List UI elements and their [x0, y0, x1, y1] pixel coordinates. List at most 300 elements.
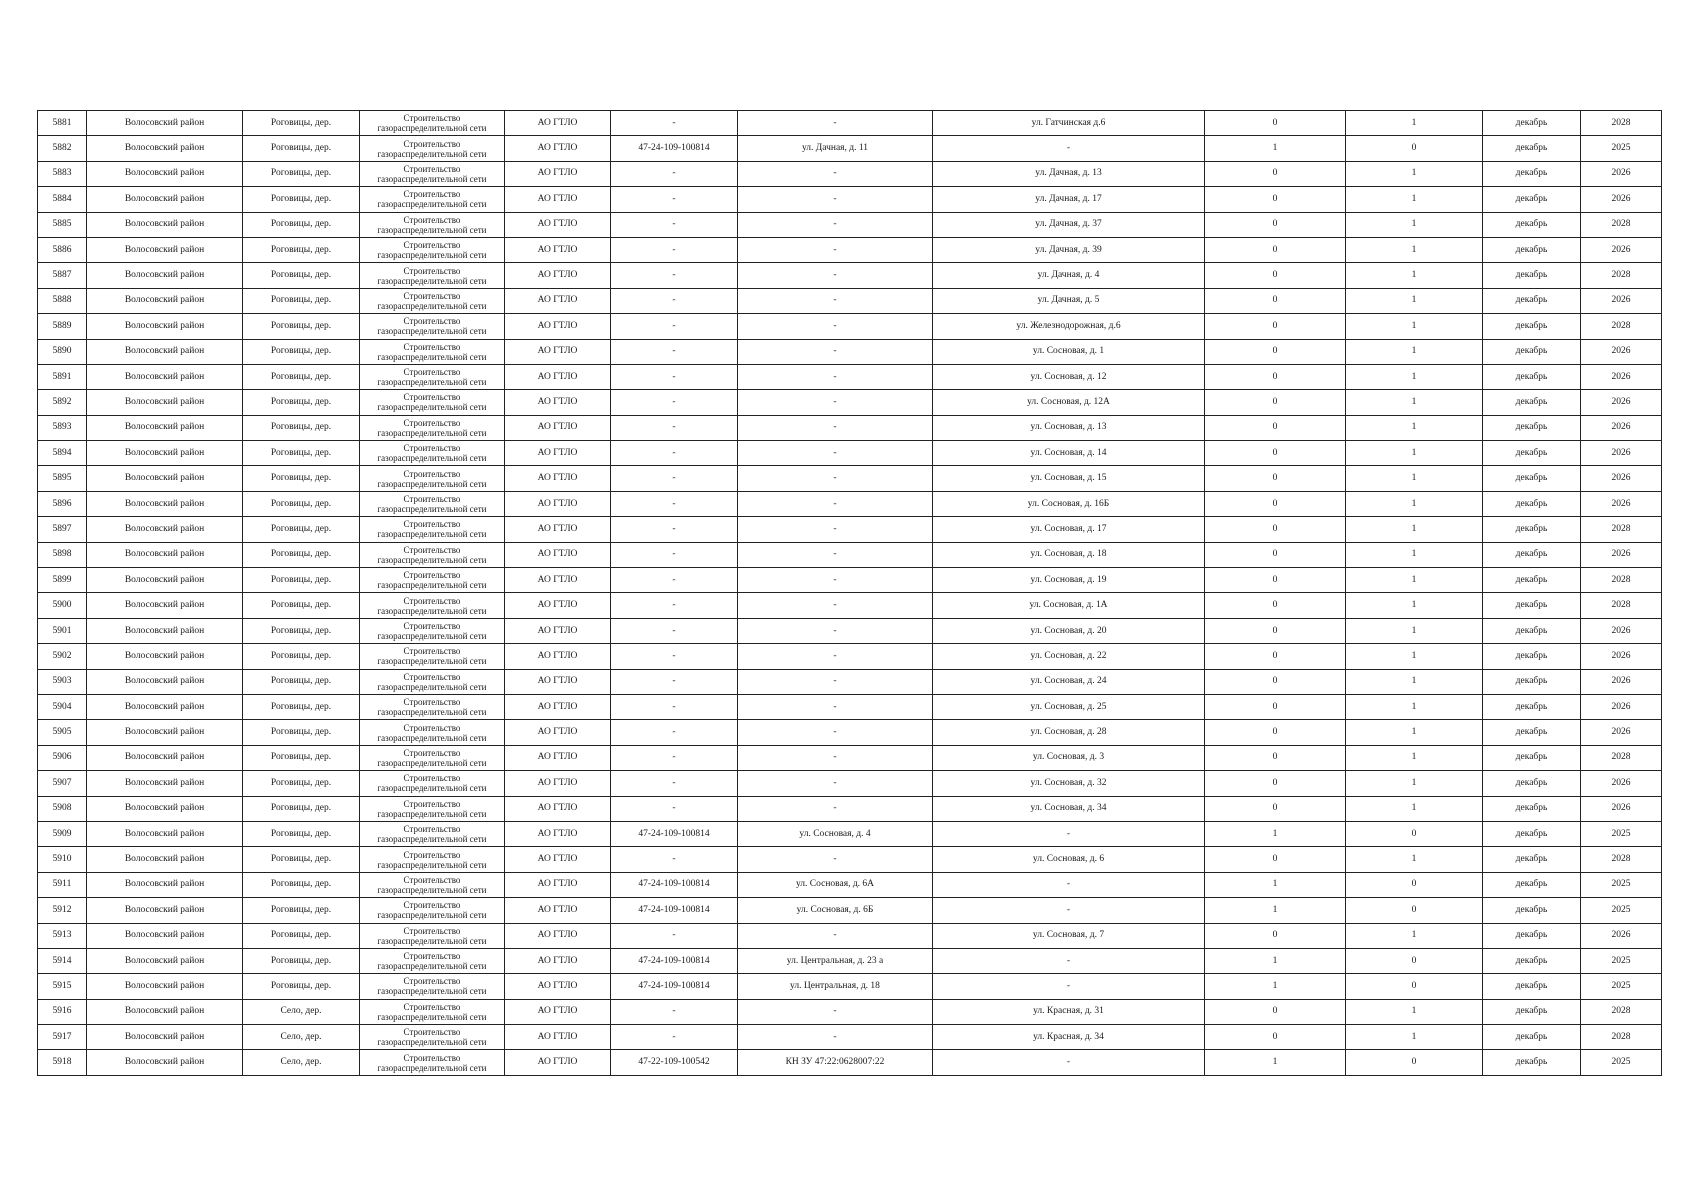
table-row: [38, 999, 1662, 1024]
district-cell: Волосовский район: [87, 872, 243, 897]
organization-cell: АО ГТЛО: [505, 263, 611, 288]
settlement-cell: Роговицы, дер.: [243, 923, 360, 948]
count-a-cell: 0: [1205, 111, 1346, 136]
address-cell: ул. Сосновая, д. 4: [738, 821, 933, 846]
year-cell: 2026: [1581, 491, 1662, 516]
settlement-cell: Роговицы, дер.: [243, 263, 360, 288]
settlement-cell: Роговицы, дер.: [243, 847, 360, 872]
cadastral-quarter-cell: -: [611, 187, 738, 212]
count-a-cell: 1: [1205, 1050, 1346, 1075]
address-cell: -: [738, 339, 933, 364]
work-type-cell: Строительство газораспределительной сети: [360, 771, 505, 796]
month-cell: декабрь: [1483, 161, 1581, 186]
cadastral-quarter-cell: -: [611, 466, 738, 491]
month-cell: декабрь: [1483, 441, 1581, 466]
row-number-cell: 5884: [38, 187, 87, 212]
work-type-cell: Строительство газораспределительной сети: [360, 720, 505, 745]
address-cell: -: [738, 618, 933, 643]
count-b-cell: 0: [1346, 974, 1483, 999]
table-row: [38, 111, 1662, 136]
planned-address-cell: -: [933, 872, 1205, 897]
address-cell: -: [738, 593, 933, 618]
cadastral-quarter-cell: 47-24-109-100814: [611, 898, 738, 923]
district-cell: Волосовский район: [87, 187, 243, 212]
count-a-cell: 0: [1205, 644, 1346, 669]
planned-address-cell: ул. Сосновая, д. 1А: [933, 593, 1205, 618]
count-a-cell: 0: [1205, 187, 1346, 212]
year-cell: 2026: [1581, 923, 1662, 948]
planned-address-cell: ул. Сосновая, д. 18: [933, 542, 1205, 567]
row-number-cell: 5910: [38, 847, 87, 872]
planned-address-cell: ул. Сосновая, д. 6: [933, 847, 1205, 872]
month-cell: декабрь: [1483, 187, 1581, 212]
table-row: [38, 441, 1662, 466]
district-cell: Волосовский район: [87, 212, 243, 237]
count-a-cell: 0: [1205, 466, 1346, 491]
table-row: [38, 466, 1662, 491]
planned-address-cell: ул. Красная, д. 34: [933, 1025, 1205, 1050]
table-row: [38, 415, 1662, 440]
planned-address-cell: ул. Железнодорожная, д.6: [933, 314, 1205, 339]
month-cell: декабрь: [1483, 517, 1581, 542]
address-cell: -: [738, 694, 933, 719]
count-a-cell: 0: [1205, 720, 1346, 745]
district-cell: Волосовский район: [87, 161, 243, 186]
address-cell: -: [738, 390, 933, 415]
count-b-cell: 1: [1346, 390, 1483, 415]
count-b-cell: 1: [1346, 923, 1483, 948]
organization-cell: АО ГТЛО: [505, 948, 611, 973]
month-cell: декабрь: [1483, 339, 1581, 364]
month-cell: декабрь: [1483, 263, 1581, 288]
table-row: [38, 669, 1662, 694]
address-cell: -: [738, 669, 933, 694]
count-a-cell: 0: [1205, 694, 1346, 719]
count-a-cell: 0: [1205, 796, 1346, 821]
organization-cell: АО ГТЛО: [505, 694, 611, 719]
count-b-cell: 1: [1346, 288, 1483, 313]
organization-cell: АО ГТЛО: [505, 745, 611, 770]
organization-cell: АО ГТЛО: [505, 466, 611, 491]
year-cell: 2026: [1581, 187, 1662, 212]
settlement-cell: Роговицы, дер.: [243, 390, 360, 415]
district-cell: Волосовский район: [87, 288, 243, 313]
address-cell: -: [738, 263, 933, 288]
count-a-cell: 0: [1205, 847, 1346, 872]
planned-address-cell: ул. Красная, д. 31: [933, 999, 1205, 1024]
month-cell: декабрь: [1483, 898, 1581, 923]
month-cell: декабрь: [1483, 212, 1581, 237]
year-cell: 2028: [1581, 212, 1662, 237]
planned-address-cell: ул. Сосновая, д. 24: [933, 669, 1205, 694]
planned-address-cell: ул. Дачная, д. 13: [933, 161, 1205, 186]
count-b-cell: 1: [1346, 212, 1483, 237]
district-cell: Волосовский район: [87, 745, 243, 770]
row-number-cell: 5898: [38, 542, 87, 567]
cadastral-quarter-cell: -: [611, 694, 738, 719]
count-a-cell: 0: [1205, 618, 1346, 643]
row-number-cell: 5888: [38, 288, 87, 313]
planned-address-cell: -: [933, 974, 1205, 999]
district-cell: Волосовский район: [87, 898, 243, 923]
month-cell: декабрь: [1483, 796, 1581, 821]
row-number-cell: 5886: [38, 237, 87, 262]
count-b-cell: 0: [1346, 898, 1483, 923]
row-number-cell: 5904: [38, 694, 87, 719]
cadastral-quarter-cell: -: [611, 364, 738, 389]
cadastral-quarter-cell: -: [611, 999, 738, 1024]
address-cell: -: [738, 771, 933, 796]
month-cell: декабрь: [1483, 720, 1581, 745]
row-number-cell: 5915: [38, 974, 87, 999]
address-cell: -: [738, 568, 933, 593]
district-cell: Волосовский район: [87, 593, 243, 618]
count-b-cell: 1: [1346, 314, 1483, 339]
table-row: [38, 898, 1662, 923]
year-cell: 2025: [1581, 136, 1662, 161]
settlement-cell: Роговицы, дер.: [243, 542, 360, 567]
planned-address-cell: ул. Сосновая, д. 3: [933, 745, 1205, 770]
cadastral-quarter-cell: -: [611, 161, 738, 186]
cadastral-quarter-cell: -: [611, 415, 738, 440]
table-row: [38, 212, 1662, 237]
address-cell: ул. Дачная, д. 11: [738, 136, 933, 161]
count-a-cell: 0: [1205, 517, 1346, 542]
cadastral-quarter-cell: 47-24-109-100814: [611, 872, 738, 897]
address-cell: -: [738, 288, 933, 313]
count-a-cell: 0: [1205, 1025, 1346, 1050]
count-b-cell: 1: [1346, 796, 1483, 821]
work-type-cell: Строительство газораспределительной сети: [360, 974, 505, 999]
planned-address-cell: ул. Сосновая, д. 34: [933, 796, 1205, 821]
work-type-cell: Строительство газораспределительной сети: [360, 491, 505, 516]
table-row: [38, 796, 1662, 821]
month-cell: декабрь: [1483, 491, 1581, 516]
cadastral-quarter-cell: 47-24-109-100814: [611, 948, 738, 973]
table-body: [38, 111, 1662, 1076]
organization-cell: АО ГТЛО: [505, 187, 611, 212]
table-row: [38, 568, 1662, 593]
planned-address-cell: ул. Гатчинская д.6: [933, 111, 1205, 136]
work-type-cell: Строительство газораспределительной сети: [360, 593, 505, 618]
table-row: [38, 263, 1662, 288]
cadastral-quarter-cell: -: [611, 644, 738, 669]
year-cell: 2028: [1581, 593, 1662, 618]
organization-cell: АО ГТЛО: [505, 212, 611, 237]
settlement-cell: Роговицы, дер.: [243, 568, 360, 593]
organization-cell: АО ГТЛО: [505, 1025, 611, 1050]
planned-address-cell: ул. Сосновая, д. 13: [933, 415, 1205, 440]
table-row: [38, 1025, 1662, 1050]
work-type-cell: Строительство газораспределительной сети: [360, 390, 505, 415]
address-cell: -: [738, 314, 933, 339]
planned-address-cell: -: [933, 898, 1205, 923]
cadastral-quarter-cell: -: [611, 517, 738, 542]
cadastral-quarter-cell: 47-24-109-100814: [611, 136, 738, 161]
count-b-cell: 1: [1346, 441, 1483, 466]
count-b-cell: 1: [1346, 847, 1483, 872]
count-b-cell: 1: [1346, 593, 1483, 618]
work-type-cell: Строительство газораспределительной сети: [360, 644, 505, 669]
table-row: [38, 771, 1662, 796]
year-cell: 2028: [1581, 847, 1662, 872]
district-cell: Волосовский район: [87, 923, 243, 948]
district-cell: Волосовский район: [87, 1050, 243, 1075]
row-number-cell: 5901: [38, 618, 87, 643]
work-type-cell: Строительство газораспределительной сети: [360, 542, 505, 567]
district-cell: Волосовский район: [87, 618, 243, 643]
work-type-cell: Строительство газораспределительной сети: [360, 796, 505, 821]
year-cell: 2026: [1581, 390, 1662, 415]
work-type-cell: Строительство газораспределительной сети: [360, 745, 505, 770]
data-table: [37, 110, 1662, 1076]
organization-cell: АО ГТЛО: [505, 364, 611, 389]
table-row: [38, 720, 1662, 745]
count-b-cell: 0: [1346, 821, 1483, 846]
count-b-cell: 0: [1346, 948, 1483, 973]
organization-cell: АО ГТЛО: [505, 390, 611, 415]
settlement-cell: Село, дер.: [243, 1025, 360, 1050]
row-number-cell: 5914: [38, 948, 87, 973]
address-cell: ул. Сосновая, д. 6Б: [738, 898, 933, 923]
year-cell: 2026: [1581, 542, 1662, 567]
row-number-cell: 5908: [38, 796, 87, 821]
organization-cell: АО ГТЛО: [505, 136, 611, 161]
planned-address-cell: ул. Дачная, д. 17: [933, 187, 1205, 212]
organization-cell: АО ГТЛО: [505, 491, 611, 516]
address-cell: ул. Центральная, д. 18: [738, 974, 933, 999]
count-a-cell: 0: [1205, 263, 1346, 288]
count-b-cell: 1: [1346, 694, 1483, 719]
count-a-cell: 0: [1205, 288, 1346, 313]
organization-cell: АО ГТЛО: [505, 542, 611, 567]
count-b-cell: 1: [1346, 111, 1483, 136]
count-a-cell: 1: [1205, 872, 1346, 897]
count-b-cell: 1: [1346, 415, 1483, 440]
work-type-cell: Строительство газораспределительной сети: [360, 288, 505, 313]
address-cell: -: [738, 491, 933, 516]
table-row: [38, 517, 1662, 542]
month-cell: декабрь: [1483, 618, 1581, 643]
address-cell: -: [738, 111, 933, 136]
district-cell: Волосовский район: [87, 542, 243, 567]
organization-cell: АО ГТЛО: [505, 923, 611, 948]
cadastral-quarter-cell: -: [611, 339, 738, 364]
settlement-cell: Роговицы, дер.: [243, 898, 360, 923]
month-cell: декабрь: [1483, 568, 1581, 593]
address-cell: -: [738, 542, 933, 567]
count-a-cell: 0: [1205, 542, 1346, 567]
organization-cell: АО ГТЛО: [505, 111, 611, 136]
year-cell: 2026: [1581, 669, 1662, 694]
settlement-cell: Роговицы, дер.: [243, 948, 360, 973]
row-number-cell: 5909: [38, 821, 87, 846]
row-number-cell: 5912: [38, 898, 87, 923]
organization-cell: АО ГТЛО: [505, 517, 611, 542]
count-b-cell: 1: [1346, 1025, 1483, 1050]
year-cell: 2026: [1581, 618, 1662, 643]
count-b-cell: 1: [1346, 339, 1483, 364]
row-number-cell: 5902: [38, 644, 87, 669]
work-type-cell: Строительство газораспределительной сети: [360, 568, 505, 593]
planned-address-cell: -: [933, 948, 1205, 973]
year-cell: 2026: [1581, 339, 1662, 364]
cadastral-quarter-cell: -: [611, 923, 738, 948]
count-b-cell: 1: [1346, 618, 1483, 643]
count-b-cell: 0: [1346, 1050, 1483, 1075]
month-cell: декабрь: [1483, 111, 1581, 136]
count-a-cell: 0: [1205, 339, 1346, 364]
settlement-cell: Роговицы, дер.: [243, 796, 360, 821]
year-cell: 2025: [1581, 948, 1662, 973]
district-cell: Волосовский район: [87, 974, 243, 999]
month-cell: декабрь: [1483, 1050, 1581, 1075]
district-cell: Волосовский район: [87, 491, 243, 516]
settlement-cell: Роговицы, дер.: [243, 669, 360, 694]
month-cell: декабрь: [1483, 923, 1581, 948]
settlement-cell: Село, дер.: [243, 999, 360, 1024]
count-a-cell: 0: [1205, 237, 1346, 262]
settlement-cell: Роговицы, дер.: [243, 111, 360, 136]
planned-address-cell: ул. Сосновая, д. 17: [933, 517, 1205, 542]
row-number-cell: 5897: [38, 517, 87, 542]
settlement-cell: Роговицы, дер.: [243, 491, 360, 516]
cadastral-quarter-cell: -: [611, 720, 738, 745]
settlement-cell: Роговицы, дер.: [243, 517, 360, 542]
month-cell: декабрь: [1483, 288, 1581, 313]
cadastral-quarter-cell: -: [611, 263, 738, 288]
settlement-cell: Роговицы, дер.: [243, 415, 360, 440]
work-type-cell: Строительство газораспределительной сети: [360, 694, 505, 719]
planned-address-cell: ул. Сосновая, д. 12А: [933, 390, 1205, 415]
month-cell: декабрь: [1483, 390, 1581, 415]
count-b-cell: 1: [1346, 187, 1483, 212]
work-type-cell: Строительство газораспределительной сети: [360, 212, 505, 237]
cadastral-quarter-cell: -: [611, 1025, 738, 1050]
month-cell: декабрь: [1483, 771, 1581, 796]
count-b-cell: 1: [1346, 720, 1483, 745]
address-cell: -: [738, 847, 933, 872]
organization-cell: АО ГТЛО: [505, 593, 611, 618]
district-cell: Волосовский район: [87, 111, 243, 136]
planned-address-cell: ул. Сосновая, д. 16Б: [933, 491, 1205, 516]
address-cell: -: [738, 212, 933, 237]
cadastral-quarter-cell: 47-24-109-100814: [611, 974, 738, 999]
month-cell: декабрь: [1483, 415, 1581, 440]
settlement-cell: Роговицы, дер.: [243, 136, 360, 161]
month-cell: декабрь: [1483, 136, 1581, 161]
year-cell: 2026: [1581, 466, 1662, 491]
district-cell: Волосовский район: [87, 517, 243, 542]
table-row: [38, 745, 1662, 770]
table-row: [38, 187, 1662, 212]
work-type-cell: Строительство газораспределительной сети: [360, 136, 505, 161]
table-row: [38, 847, 1662, 872]
planned-address-cell: ул. Дачная, д. 37: [933, 212, 1205, 237]
settlement-cell: Роговицы, дер.: [243, 593, 360, 618]
row-number-cell: 5894: [38, 441, 87, 466]
month-cell: декабрь: [1483, 542, 1581, 567]
work-type-cell: Строительство газораспределительной сети: [360, 1025, 505, 1050]
district-cell: Волосовский район: [87, 720, 243, 745]
row-number-cell: 5893: [38, 415, 87, 440]
count-b-cell: 1: [1346, 491, 1483, 516]
work-type-cell: Строительство газораспределительной сети: [360, 314, 505, 339]
year-cell: 2028: [1581, 111, 1662, 136]
year-cell: 2028: [1581, 1025, 1662, 1050]
work-type-cell: Строительство газораспределительной сети: [360, 517, 505, 542]
count-b-cell: 1: [1346, 999, 1483, 1024]
cadastral-quarter-cell: 47-24-109-100814: [611, 821, 738, 846]
month-cell: декабрь: [1483, 669, 1581, 694]
count-b-cell: 1: [1346, 161, 1483, 186]
work-type-cell: Строительство газораспределительной сети: [360, 999, 505, 1024]
work-type-cell: Строительство газораспределительной сети: [360, 618, 505, 643]
count-b-cell: 0: [1346, 872, 1483, 897]
address-cell: ул. Центральная, д. 23 а: [738, 948, 933, 973]
district-cell: Волосовский район: [87, 263, 243, 288]
count-a-cell: 0: [1205, 923, 1346, 948]
planned-address-cell: ул. Сосновая, д. 19: [933, 568, 1205, 593]
count-b-cell: 1: [1346, 237, 1483, 262]
year-cell: 2026: [1581, 694, 1662, 719]
year-cell: 2028: [1581, 314, 1662, 339]
year-cell: 2026: [1581, 720, 1662, 745]
planned-address-cell: ул. Сосновая, д. 12: [933, 364, 1205, 389]
row-number-cell: 5911: [38, 872, 87, 897]
district-cell: Волосовский район: [87, 694, 243, 719]
organization-cell: АО ГТЛО: [505, 644, 611, 669]
settlement-cell: Роговицы, дер.: [243, 745, 360, 770]
district-cell: Волосовский район: [87, 415, 243, 440]
row-number-cell: 5891: [38, 364, 87, 389]
month-cell: декабрь: [1483, 1025, 1581, 1050]
count-a-cell: 0: [1205, 441, 1346, 466]
settlement-cell: Роговицы, дер.: [243, 237, 360, 262]
organization-cell: АО ГТЛО: [505, 999, 611, 1024]
organization-cell: АО ГТЛО: [505, 872, 611, 897]
work-type-cell: Строительство газораспределительной сети: [360, 872, 505, 897]
planned-address-cell: ул. Сосновая, д. 7: [933, 923, 1205, 948]
organization-cell: АО ГТЛО: [505, 415, 611, 440]
month-cell: декабрь: [1483, 364, 1581, 389]
organization-cell: АО ГТЛО: [505, 898, 611, 923]
table-row: [38, 364, 1662, 389]
count-b-cell: 1: [1346, 466, 1483, 491]
work-type-cell: Строительство газораспределительной сети: [360, 1050, 505, 1075]
count-a-cell: 0: [1205, 745, 1346, 770]
cadastral-quarter-cell: -: [611, 441, 738, 466]
month-cell: декабрь: [1483, 847, 1581, 872]
district-cell: Волосовский район: [87, 644, 243, 669]
organization-cell: АО ГТЛО: [505, 821, 611, 846]
planned-address-cell: -: [933, 136, 1205, 161]
work-type-cell: Строительство газораспределительной сети: [360, 364, 505, 389]
table-row: [38, 390, 1662, 415]
count-b-cell: 1: [1346, 669, 1483, 694]
count-a-cell: 1: [1205, 974, 1346, 999]
year-cell: 2026: [1581, 415, 1662, 440]
work-type-cell: Строительство газораспределительной сети: [360, 187, 505, 212]
row-number-cell: 5890: [38, 339, 87, 364]
count-a-cell: 1: [1205, 821, 1346, 846]
settlement-cell: Роговицы, дер.: [243, 618, 360, 643]
count-a-cell: 0: [1205, 390, 1346, 415]
settlement-cell: Роговицы, дер.: [243, 161, 360, 186]
settlement-cell: Роговицы, дер.: [243, 187, 360, 212]
year-cell: 2028: [1581, 745, 1662, 770]
settlement-cell: Роговицы, дер.: [243, 364, 360, 389]
